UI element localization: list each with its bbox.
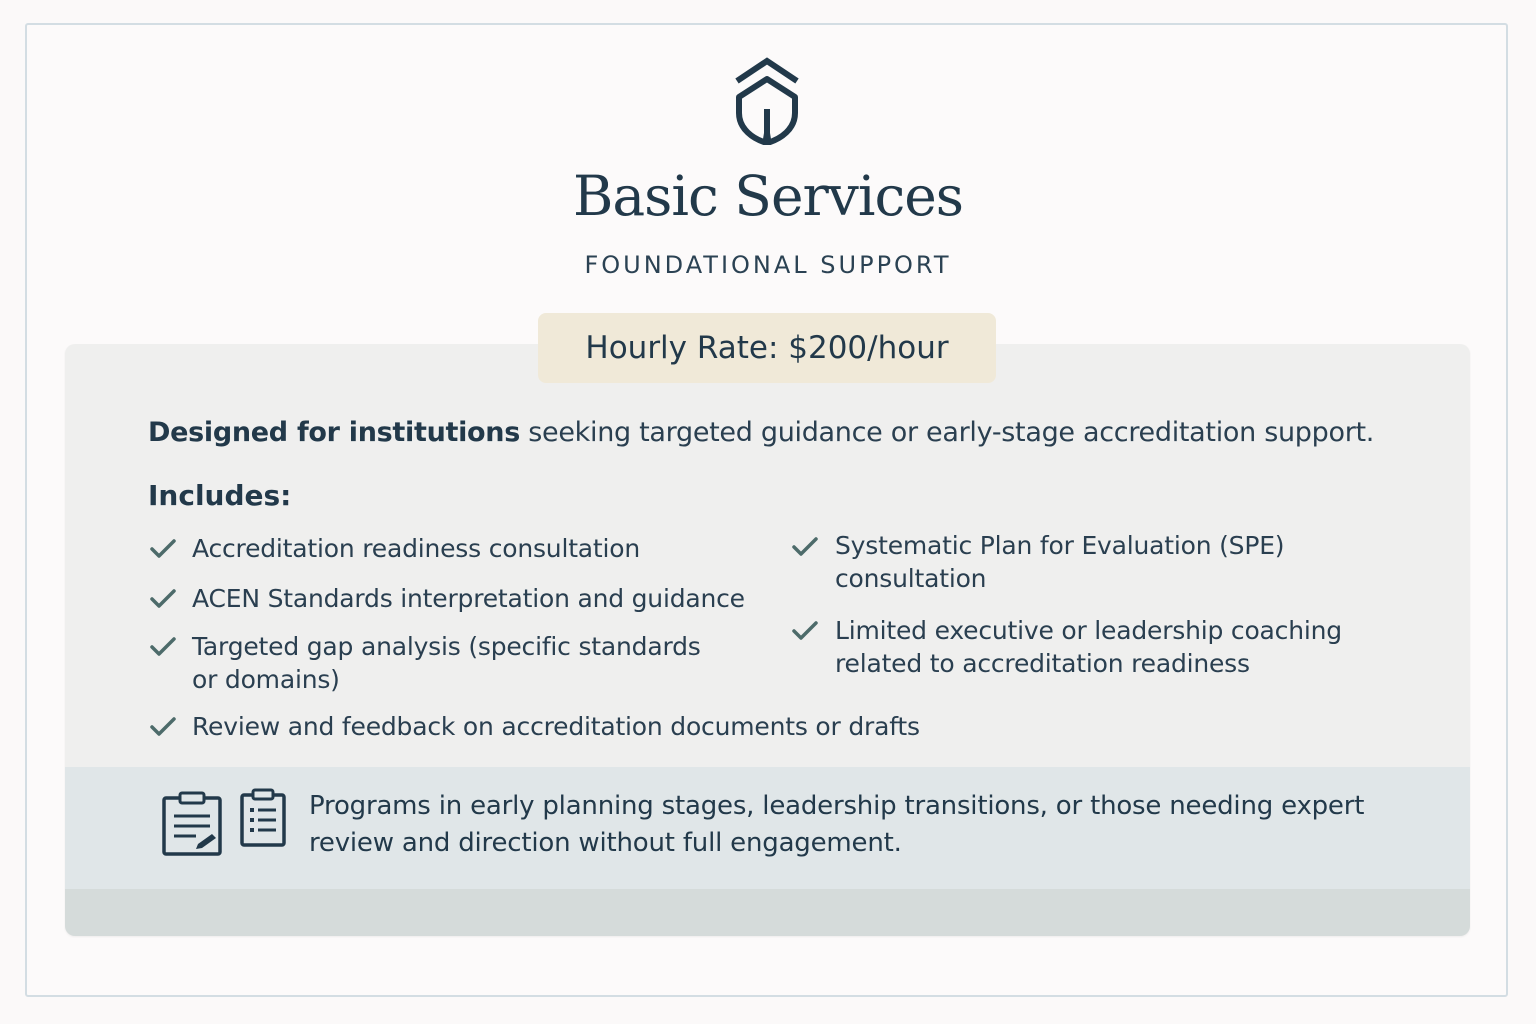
list-item-text: Accreditation readiness consultation: [192, 534, 641, 563]
shield-logo-icon: [733, 57, 801, 145]
list-item-text: Limited executive or leadership coaching: [835, 616, 1342, 645]
clipboard-list-icon: [238, 787, 288, 849]
check-icon: [149, 588, 177, 610]
intro-bold: Designed for institutions: [148, 417, 520, 448]
check-icon: [149, 636, 177, 658]
check-icon: [149, 716, 177, 738]
list-item: [192, 582, 745, 615]
list-item: [835, 529, 1284, 595]
page-title: Basic Services: [572, 164, 964, 228]
includes-heading: Includes:: [148, 479, 292, 512]
list-item: [192, 532, 640, 565]
list-item: [192, 630, 701, 696]
list-item-text-cont: related to accreditation readiness: [835, 649, 1250, 678]
list-item-text: Systematic Plan for Evaluation (SPE): [835, 531, 1285, 560]
list-item-text: Targeted gap analysis (specific standards: [192, 632, 701, 661]
page-subtitle: FOUNDATIONAL SUPPORT: [584, 251, 952, 279]
check-icon: [149, 538, 177, 560]
list-item-text: Review and feedback on accreditation documents or drafts: [192, 712, 920, 741]
intro-text: [148, 413, 1374, 453]
list-item-text-cont: consultation: [835, 564, 987, 593]
hourly-rate-badge: Hourly Rate: $200/hour: [538, 313, 996, 383]
audience-text: Programs in early planning stages, leadership transitions, or those needing expert review and direction without full engagement.: [309, 791, 1365, 858]
clipboard-edit-icon: [160, 790, 224, 858]
panel-footer: [65, 889, 1470, 936]
intro-rest: seeking targeted guidance or early-stage accreditation support.: [520, 417, 1375, 448]
list-item: [835, 614, 1342, 680]
list-item: [192, 710, 920, 743]
check-icon: [791, 620, 819, 642]
list-item-text: ACEN Standards interpretation and guidance: [192, 584, 745, 613]
check-icon: [791, 536, 819, 558]
list-item-text-cont: or domains): [192, 665, 340, 694]
